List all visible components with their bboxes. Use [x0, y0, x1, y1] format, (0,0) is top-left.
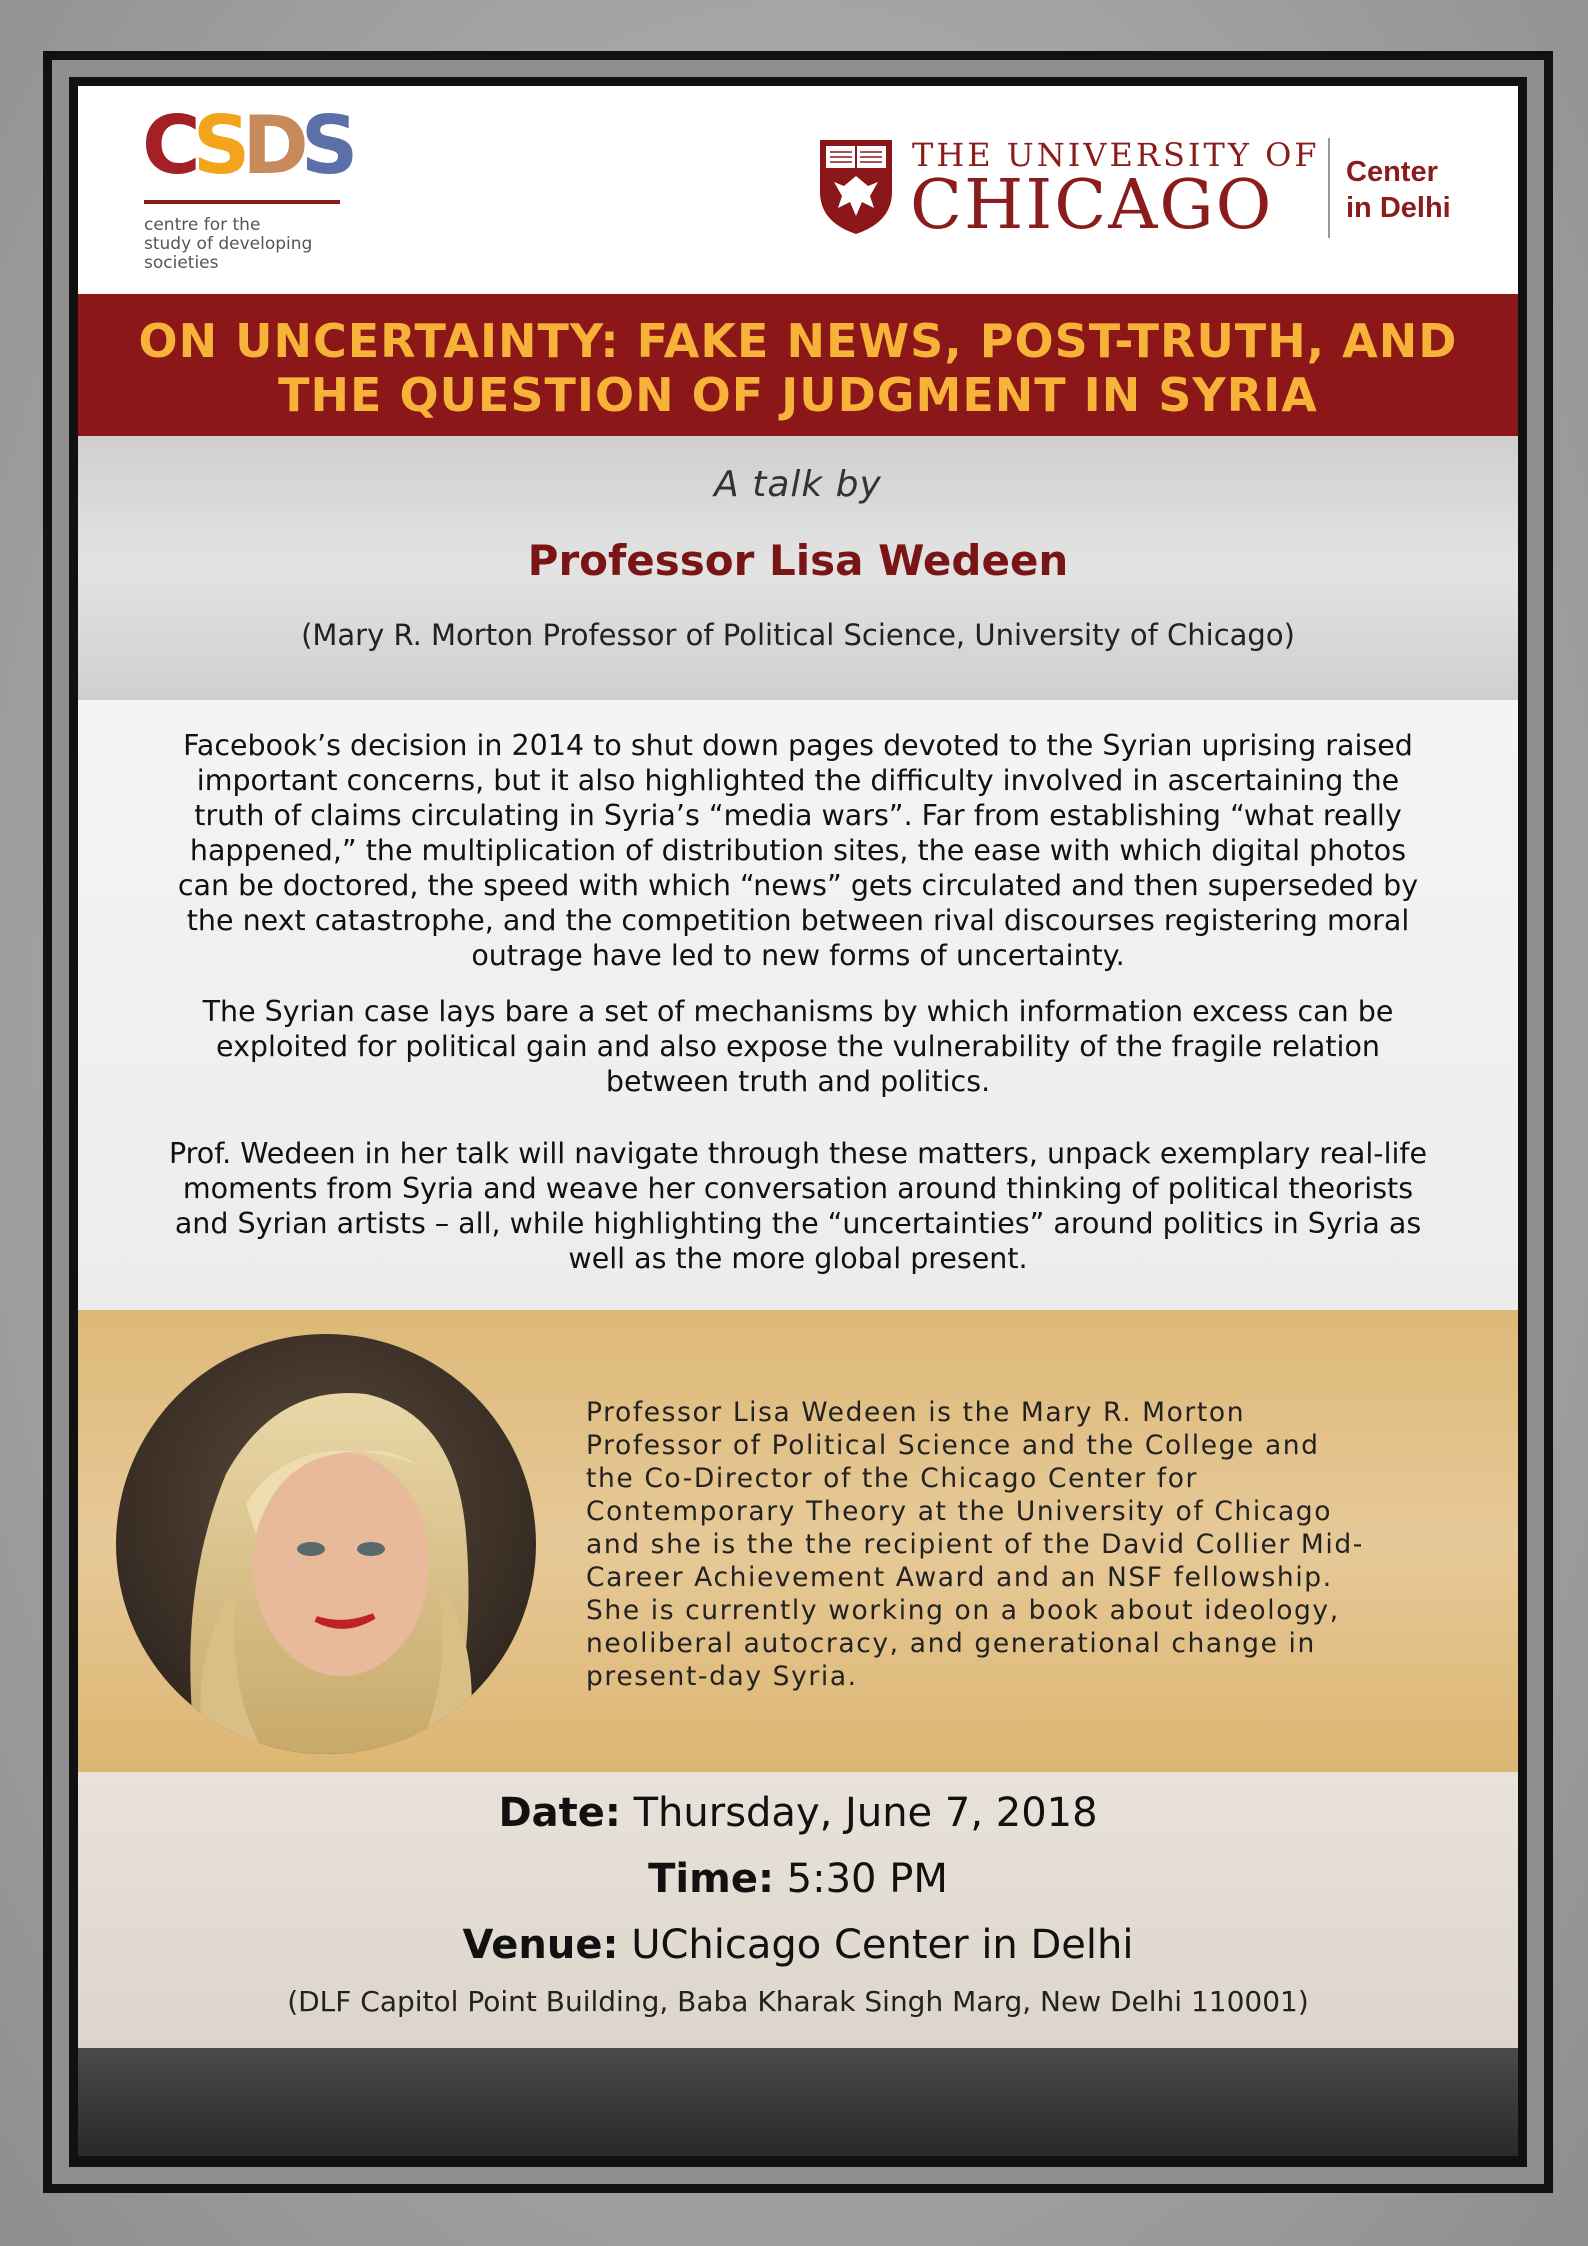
- uchicago-divider: [1328, 138, 1330, 238]
- speaker-affiliation: (Mary R. Morton Professor of Political Science, University of Chicago): [301, 618, 1295, 652]
- center-in-delhi: [1346, 154, 1451, 226]
- date-value: Thursday, June 7, 2018: [620, 1790, 1098, 1836]
- bio-line: Contemporary Theory at the University of Chicago: [586, 1496, 1333, 1527]
- abstract-line: well as the more global present.: [568, 1242, 1028, 1275]
- poster-header: [78, 86, 1518, 294]
- venue-value: UChicago Center in Delhi: [618, 1922, 1134, 1968]
- event-details: [78, 1772, 1518, 2048]
- abstract-line: between truth and politics.: [605, 1065, 991, 1098]
- csds-tagline-line: study of developing: [144, 234, 313, 254]
- abstract-line: outrage have led to new forms of uncertainty.: [471, 939, 1125, 972]
- abstract-line: The Syrian case lays bare a set of mechanisms by which information excess can be: [202, 995, 1394, 1028]
- csds-letter-s1: S: [192, 99, 243, 192]
- abstract-paragraph-2: [108, 994, 1488, 1099]
- abstract-line: Prof. Wedeen in her talk will navigate through these matters, unpack exemplary real-life: [168, 1137, 1427, 1170]
- csds-wordmark: [142, 96, 350, 196]
- time-value: 5:30 PM: [773, 1856, 948, 1902]
- poster: [78, 86, 1518, 2156]
- event-date: [78, 1790, 1518, 1836]
- csds-letter-d: D: [242, 99, 301, 192]
- bio-line: present-day Syria.: [586, 1661, 858, 1692]
- bio-line: and she is the the recipient of the David Collier Mid-: [586, 1529, 1364, 1560]
- talk-title-line2: THE QUESTION OF JUDGMENT IN SYRIA: [278, 368, 1318, 422]
- event-venue: [78, 1922, 1518, 1968]
- abstract-line: truth of claims circulating in Syria’s “media wars”. Far from establishing “what really: [194, 799, 1402, 832]
- bio-line: the Co-Director of the Chicago Center for: [586, 1463, 1199, 1494]
- poster-footer: [78, 2048, 1518, 2156]
- abstract-line: Facebook’s decision in 2014 to shut down pages devoted to the Syrian uprising raised: [183, 729, 1413, 762]
- date-label: Date:: [498, 1790, 621, 1836]
- time-label: Time:: [648, 1856, 774, 1902]
- abstract-line: important concerns, but it also highlighted the difficulty involved in ascertaining the: [196, 764, 1400, 797]
- abstract-paragraph-3: [108, 1136, 1488, 1276]
- uchicago-line1: THE UNIVERSITY OF: [912, 136, 1320, 174]
- event-address: (DLF Capitol Point Building, Baba Kharak Singh Marg, New Delhi 110001): [287, 1985, 1309, 2018]
- uchicago-logo: [816, 136, 1476, 246]
- csds-letter-s2: S: [300, 99, 351, 192]
- speaker-bio: [586, 1396, 1466, 1693]
- talk-title: [78, 314, 1518, 422]
- abstract-line: can be doctored, the speed with which “news” gets circulated and then superseded by: [177, 869, 1419, 902]
- abstract-line: the next catastrophe, and the competition between rival discourses registering moral: [186, 904, 1410, 937]
- title-band: [78, 294, 1518, 436]
- abstract-line: and Syrian artists – all, while highlighting the “uncertainties” around politics in Syria as: [174, 1207, 1422, 1240]
- speaker-portrait-image: [116, 1334, 536, 1754]
- speaker-photo: [116, 1334, 536, 1754]
- uchicago-line2: CHICAGO: [910, 166, 1274, 245]
- uchicago-seal-icon: [816, 136, 896, 236]
- center-line1: Center: [1346, 156, 1438, 188]
- bio-section: [78, 1310, 1518, 1772]
- bio-line: Professor Lisa Wedeen is the Mary R. Morton: [586, 1397, 1246, 1428]
- bio-line: Professor of Political Science and the College and: [586, 1430, 1320, 1461]
- venue-label: Venue:: [462, 1922, 619, 1968]
- abstract-paragraph-1: [108, 728, 1488, 973]
- talk-title-line1: ON UNCERTAINTY: FAKE NEWS, POST-TRUTH, AND: [138, 314, 1458, 368]
- csds-rule: [144, 200, 340, 204]
- abstract-section: [78, 700, 1518, 1310]
- abstract-line: happened,” the multiplication of distribution sites, the ease with which digital photos: [189, 834, 1407, 867]
- csds-letter-c: C: [142, 99, 193, 192]
- bio-line: Career Achievement Award and an NSF fellowship.: [586, 1562, 1333, 1593]
- speaker-band: [78, 436, 1518, 700]
- abstract-line: moments from Syria and weave her conversation around thinking of political theorists: [182, 1172, 1414, 1205]
- csds-tagline: [144, 216, 384, 273]
- bio-line: neoliberal autocracy, and generational change in: [586, 1628, 1316, 1659]
- csds-tagline-line: societies: [144, 253, 219, 273]
- talk-intro: A talk by: [714, 464, 882, 505]
- bio-line: She is currently working on a book about ideology,: [586, 1595, 1340, 1626]
- csds-logo: [142, 96, 382, 276]
- event-time: [78, 1856, 1518, 1902]
- abstract-line: exploited for political gain and also expose the vulnerability of the fragile relation: [216, 1030, 1380, 1063]
- speaker-name: Professor Lisa Wedeen: [527, 536, 1069, 585]
- center-line2: in Delhi: [1346, 192, 1451, 224]
- csds-tagline-line: centre for the: [144, 215, 261, 235]
